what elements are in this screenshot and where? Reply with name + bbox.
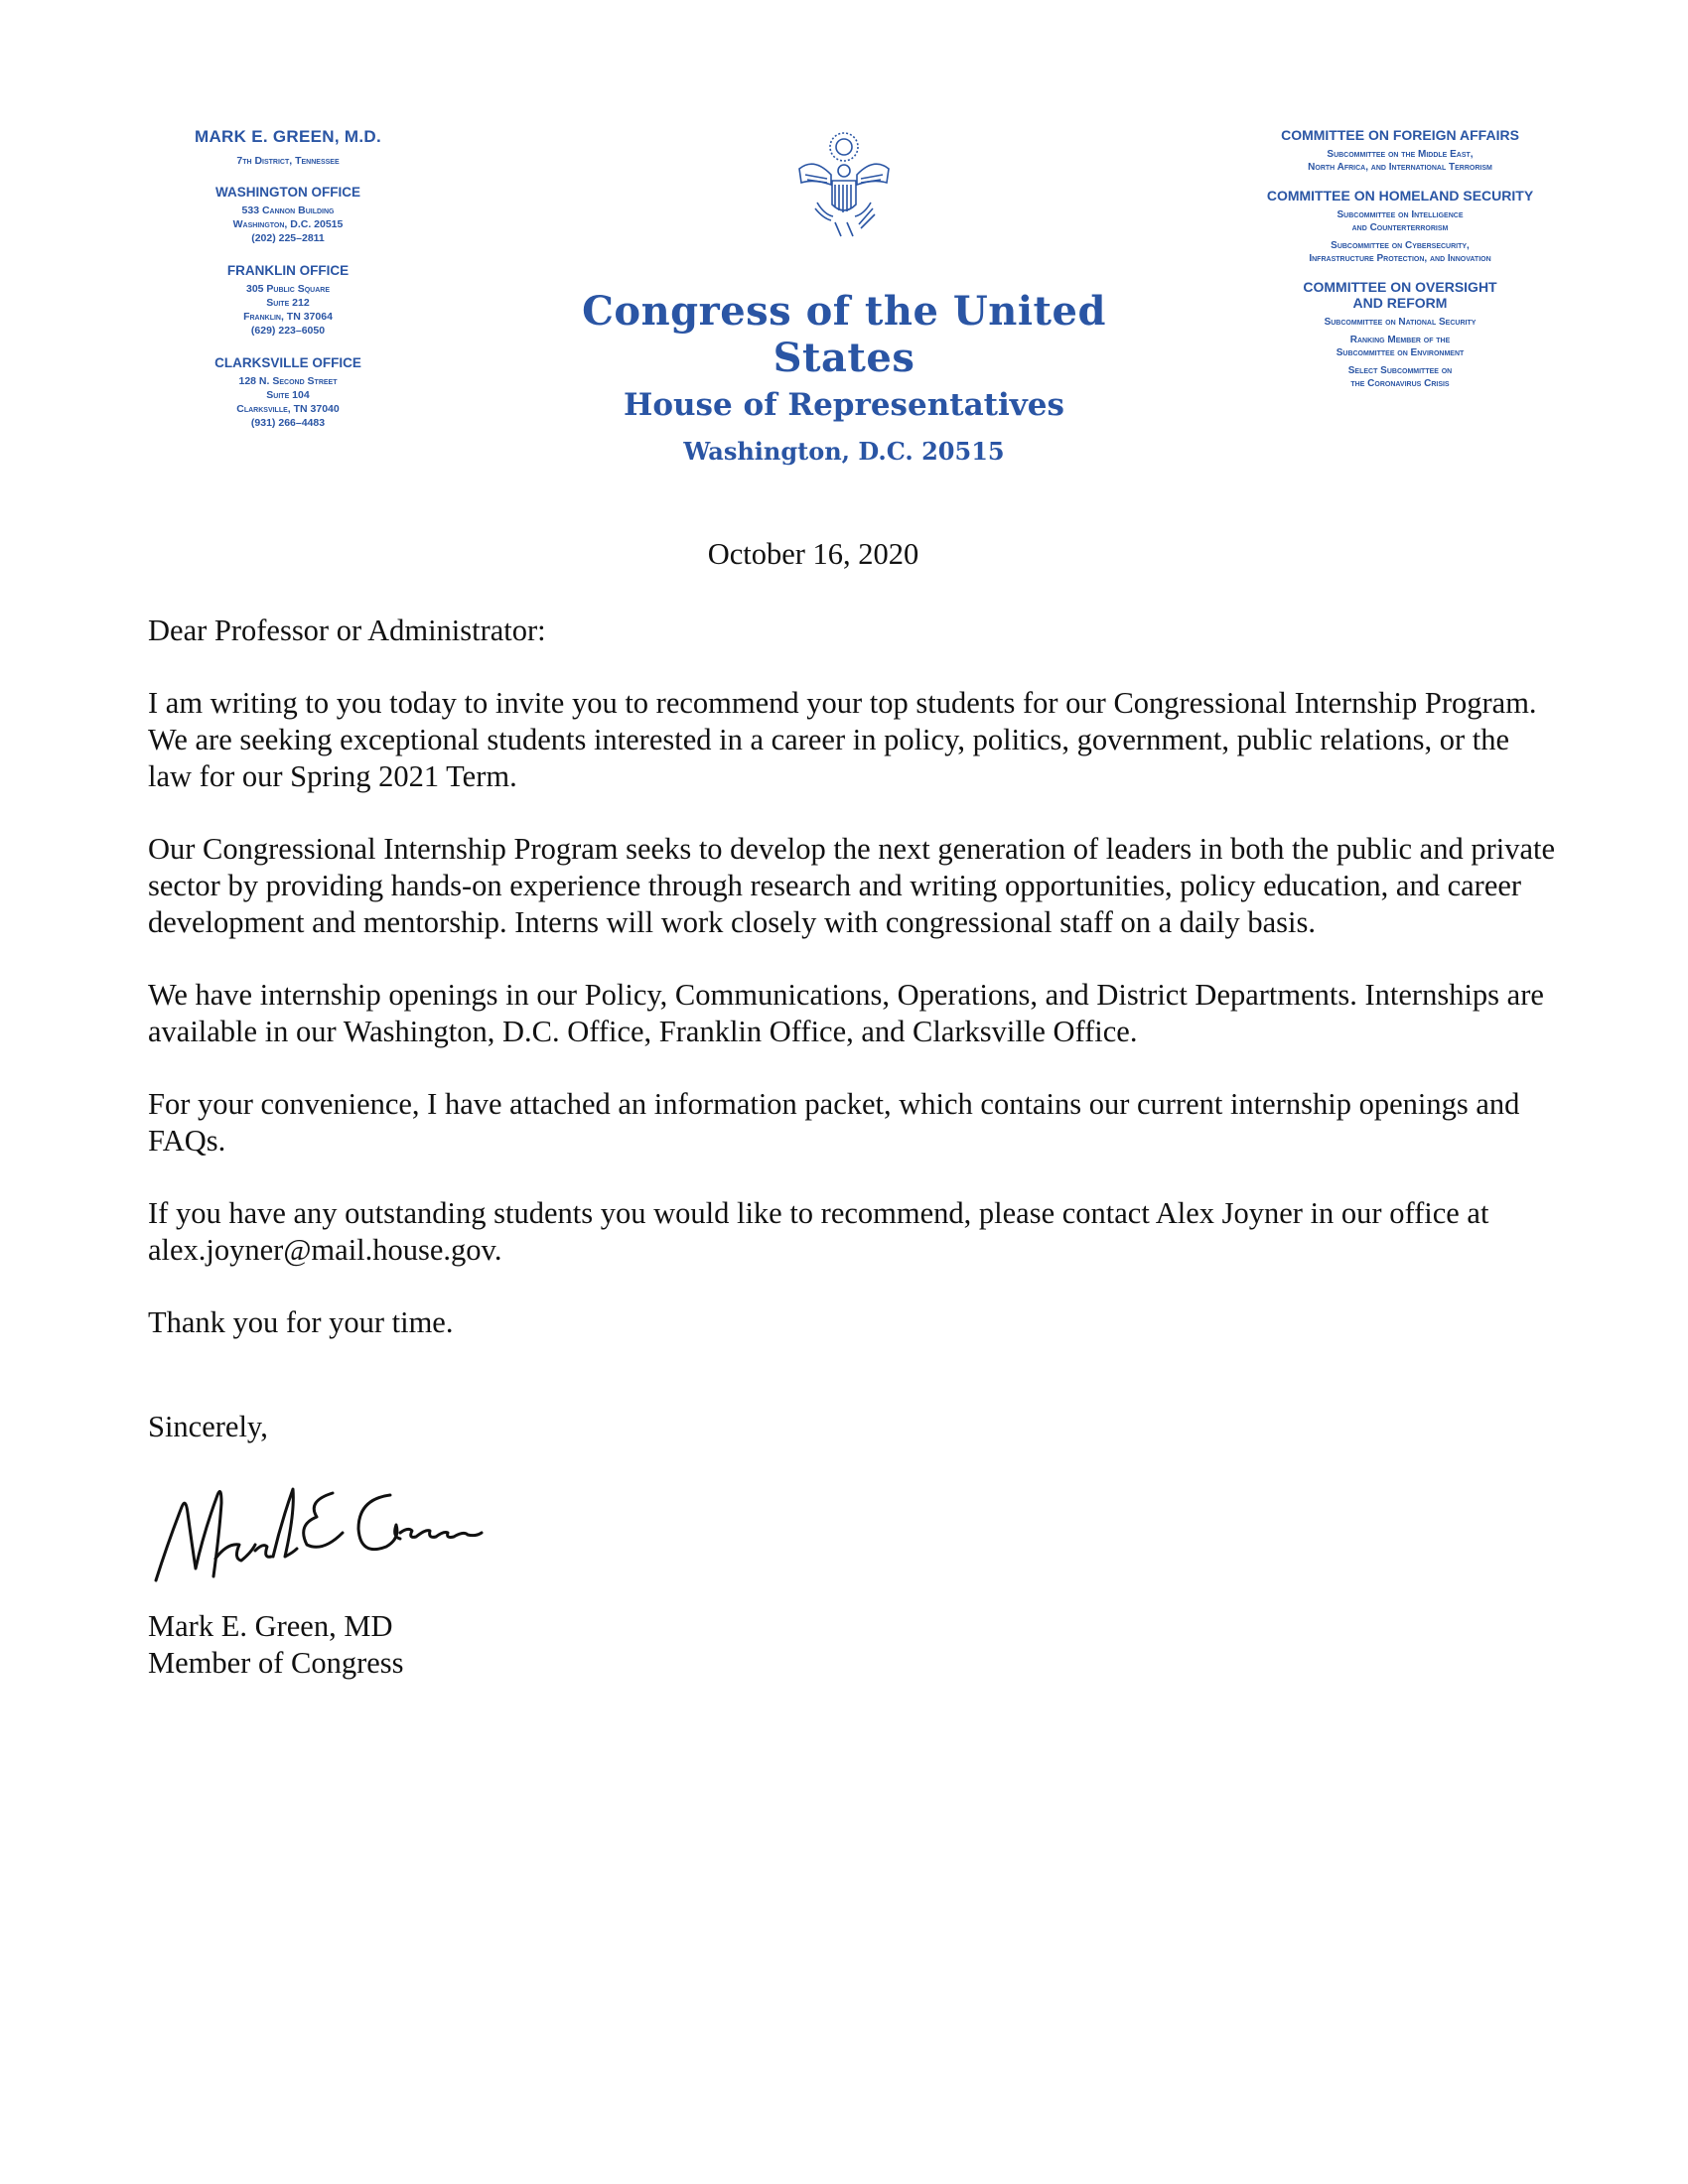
subcommittee-line: the Coronavirus Crisis bbox=[1350, 378, 1450, 389]
subcommittee-line: Subcommittee on Intelligence bbox=[1336, 209, 1464, 220]
office-franklin-name: FRANKLIN OFFICE bbox=[226, 263, 350, 278]
subcommittee bbox=[1236, 334, 1564, 359]
letterhead bbox=[0, 0, 1688, 477]
subcommittee bbox=[1236, 364, 1564, 390]
subcommittee bbox=[1236, 148, 1564, 174]
letterhead-title: Congress of the United States bbox=[582, 288, 1106, 381]
subcommittee bbox=[1236, 316, 1564, 329]
address-line: Washington, D.C. 20515 bbox=[232, 218, 344, 230]
committee-name-line: AND REFORM bbox=[1352, 295, 1448, 311]
phone-line: (202) 225–2811 bbox=[251, 232, 325, 244]
letterhead-center bbox=[526, 127, 1162, 466]
paragraph: Thank you for your time. bbox=[148, 1305, 454, 1339]
member-district: 7th District, Tennessee bbox=[236, 155, 340, 167]
phone-line: (931) 266–4483 bbox=[250, 417, 326, 429]
committee-name bbox=[1236, 279, 1564, 311]
committee-name: COMMITTEE ON HOMELAND SECURITY bbox=[1266, 188, 1534, 204]
office-clarksville-address bbox=[139, 374, 437, 430]
paragraph: For your convenience, I have attached an information packet, which contains our current internship openings and FAQs. bbox=[148, 1087, 1520, 1158]
letter-body bbox=[148, 536, 1558, 1682]
subcommittee bbox=[1236, 239, 1564, 265]
signature-image bbox=[148, 1473, 486, 1587]
member-offices bbox=[139, 127, 437, 430]
address-line: 533 Cannon Building bbox=[241, 205, 335, 216]
office-clarksville-name: CLARKSVILLE OFFICE bbox=[214, 355, 361, 370]
letterhead-subtitle: House of Representatives bbox=[624, 387, 1064, 423]
committee-list bbox=[1236, 127, 1564, 390]
address-line: Suite 212 bbox=[266, 297, 310, 309]
letterhead-city: Washington, D.C. 20515 bbox=[683, 437, 1005, 466]
subcommittee-line: Select Subcommittee on bbox=[1347, 365, 1453, 376]
member-name: MARK E. GREEN, M.D. bbox=[195, 127, 381, 146]
subcommittee-line: Subcommittee on National Security bbox=[1324, 317, 1477, 328]
address-line: Suite 104 bbox=[266, 389, 310, 401]
address-line: 128 N. Second Street bbox=[238, 375, 338, 387]
office-franklin-address bbox=[139, 282, 437, 338]
address-line: Clarksville, TN 37040 bbox=[236, 403, 340, 415]
closing: Sincerely, bbox=[148, 1410, 268, 1443]
subcommittee-line: Subcommittee on Cybersecurity, bbox=[1331, 240, 1470, 251]
paragraph: If you have any outstanding students you would like to recommend, please contact Alex Joyner in our office at alex.joyner@mail.house.gov. bbox=[148, 1196, 1489, 1267]
subcommittee-line: and Counterterrorism bbox=[1351, 222, 1449, 233]
salutation: Dear Professor or Administrator: bbox=[148, 614, 546, 647]
office-washington-address bbox=[139, 204, 437, 245]
committee-name: COMMITTEE ON FOREIGN AFFAIRS bbox=[1281, 127, 1519, 143]
subcommittee-line: Subcommittee on Environment bbox=[1336, 347, 1465, 358]
office-washington-name: WASHINGTON OFFICE bbox=[214, 185, 360, 200]
address-line: 305 Public Square bbox=[245, 283, 331, 295]
subcommittee-line: Ranking Member of the bbox=[1349, 335, 1451, 345]
phone-line: (629) 223–6050 bbox=[250, 325, 326, 337]
address-line: Franklin, TN 37064 bbox=[243, 311, 333, 323]
paragraph: I am writing to you today to invite you to recommend your top students for our Congressional Internship Program. We are seeking exceptional students interested in a career in policy, politics, government, public relations, or the law for our Spring 2021 Term. bbox=[148, 686, 1537, 793]
subcommittee bbox=[1236, 208, 1564, 234]
subcommittee-line: Infrastructure Protection, and Innovation bbox=[1309, 253, 1491, 264]
signer-title: Member of Congress bbox=[148, 1646, 404, 1680]
signer-name: Mark E. Green, MD bbox=[148, 1609, 393, 1643]
subcommittee-line: Subcommittee on the Middle East, bbox=[1327, 149, 1474, 160]
paragraph: Our Congressional Internship Program seeks to develop the next generation of leaders in both the public and private sector by providing hands-on experience through research and writing opportunities, policy education, and career development and mentorship. Interns will work closely with congressional staff on a daily basis. bbox=[148, 832, 1556, 939]
letter-date: October 16, 2020 bbox=[707, 537, 919, 571]
eagle-seal-icon bbox=[789, 127, 899, 241]
paragraph: We have internship openings in our Policy, Communications, Operations, and District Departments. Internships are available in our Washington, D.C. Office, Franklin Office, and Clarksville Office. bbox=[148, 978, 1544, 1048]
committee-name-line: COMMITTEE ON OVERSIGHT bbox=[1303, 279, 1497, 295]
subcommittee-line: North Africa, and International Terrorism bbox=[1308, 162, 1492, 173]
